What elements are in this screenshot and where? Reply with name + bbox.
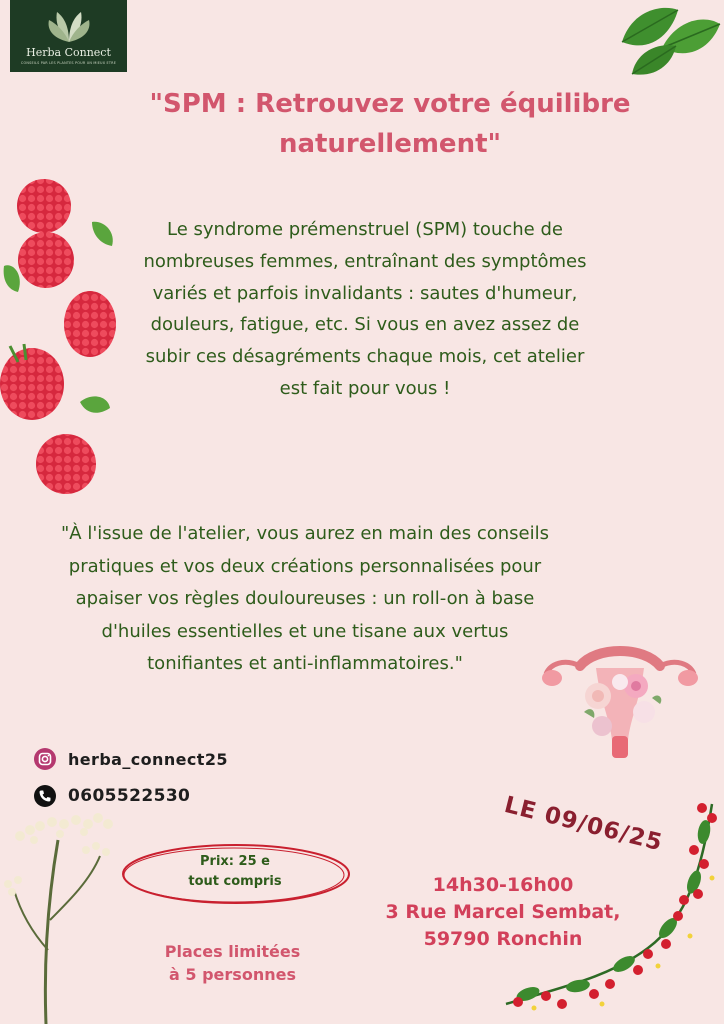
places-limited: Places limitées à 5 personnes <box>164 942 301 984</box>
leaves-illustration <box>612 2 722 78</box>
event-address-street: 3 Rue Marcel Sembat, <box>385 901 621 923</box>
yarrow-plant-illustration <box>0 800 130 1024</box>
event-address-city: 59790 Ronchin <box>423 928 583 950</box>
intro-paragraph: Le syndrome prémenstruel (SPM) touche de nombreuses femmes, entraînant des symptômes variés et parfois invalidants : sautes d'humeur, douleurs, fatigue, etc. Si vous en avez assez de subir ces désagréments chaque mois, cet atelier est fait pour vous ! <box>143 219 587 399</box>
price-note: tout compris <box>188 874 282 889</box>
phone-number: 0605522530 <box>68 786 191 806</box>
instagram-icon <box>34 748 56 770</box>
event-date: LE 09/06/25 <box>501 792 666 857</box>
event-time: 14h30-16h00 <box>432 874 574 896</box>
leaf-logo-icon <box>47 8 91 44</box>
brand-name: Herba Connect <box>26 45 111 59</box>
instagram-contact[interactable] <box>34 748 228 770</box>
brand-tagline: CONSEILS PAR LES PLANTES POUR UN MIEUX ETRE <box>20 60 117 65</box>
raspberries-illustration <box>0 176 130 506</box>
page-title: "SPM : Retrouvez votre équilibre naturellement" <box>149 89 631 159</box>
brand-logo <box>10 0 127 72</box>
price-amount: Prix: 25 e <box>200 854 270 869</box>
workshop-quote: "À l'issue de l'atelier, vous aurez en main des conseils pratiques et vos deux créations personnalisées pour apaiser vos règles douloureuses : un roll-on à base d'huiles essentielles et une tisane aux vertus tonifiantes et anti-inflammatoires." <box>61 523 549 674</box>
price-label <box>150 852 320 892</box>
berry-vine-illustration <box>498 798 724 1024</box>
instagram-handle: herba_connect25 <box>68 749 228 769</box>
uterus-flowers-illustration <box>540 640 700 762</box>
